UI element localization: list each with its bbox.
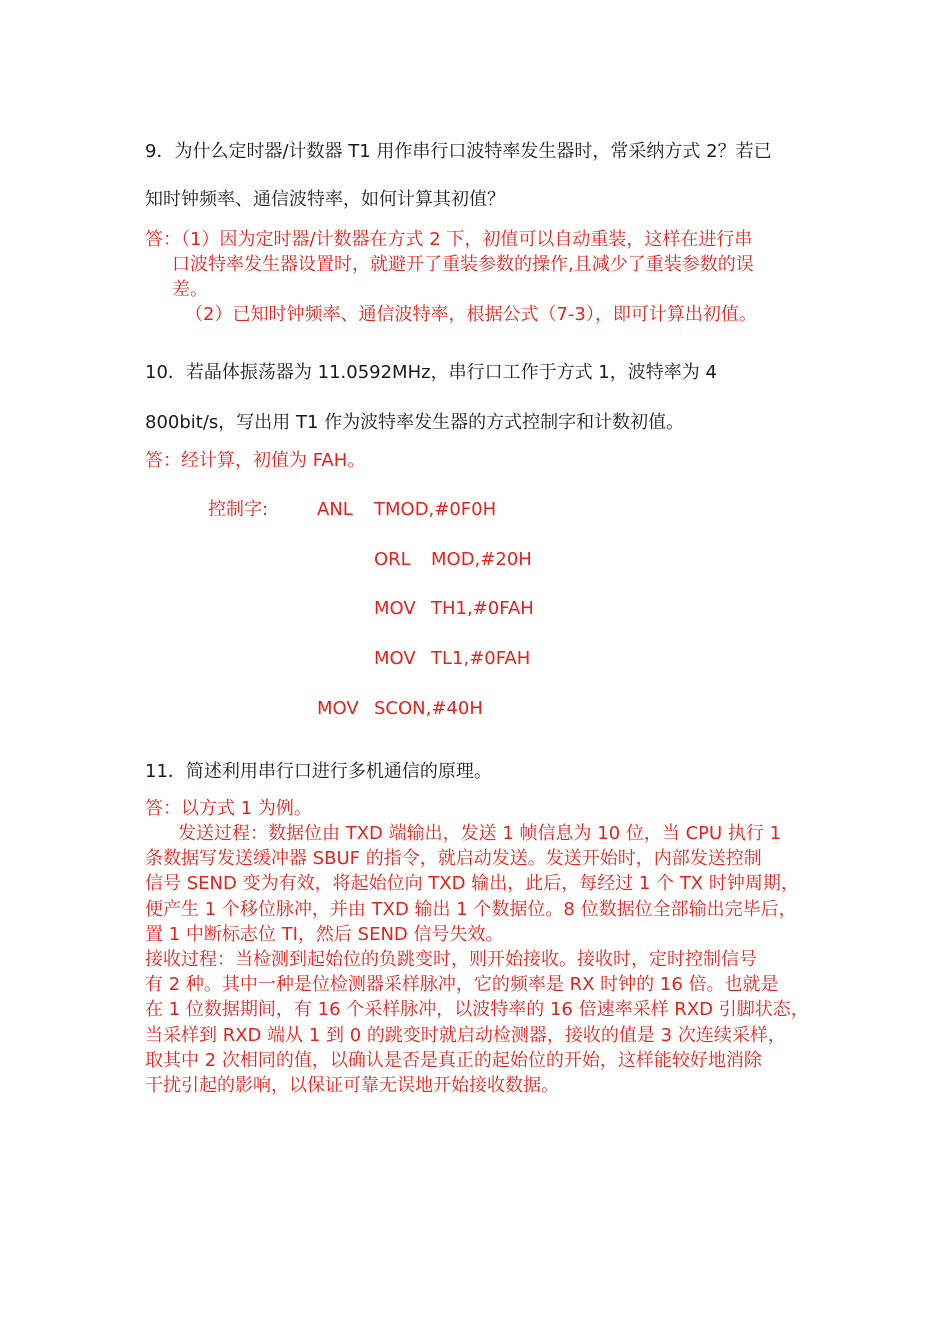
- answer-10-line-1: 答：经计算，初值为 FAH。: [145, 450, 366, 471]
- answer-11-line: 有 2 种。其中一种是位检测器采样脉冲，它的频率是 RX 时钟的 16 倍。也就是: [145, 974, 779, 995]
- code-arg: TMOD,#0F0H: [374, 499, 497, 520]
- answer-9-line-3: 差。: [172, 279, 208, 300]
- code-op: MOV: [317, 698, 359, 719]
- answer-11-line: 条数据写发送缓冲器 SBUF 的指令，就启动发送。发送开始时，内部发送控制: [145, 848, 762, 869]
- code-op: ORL: [374, 549, 411, 570]
- answer-11-line: 发送过程：数据位由 TXD 端输出，发送 1 帧信息为 10 位，当 CPU 执行 1: [178, 823, 782, 844]
- answer-11-line: 接收过程：当检测到起始位的负跳变时，则开始接收。接收时，定时控制信号: [145, 949, 757, 970]
- answer-11-line: 当采样到 RXD 端从 1 到 0 的跳变时就启动检测器，接收的值是 3 次连续采样，: [145, 1025, 786, 1046]
- question-9-line-2: 知时钟频率、通信波特率，如何计算其初值？: [145, 189, 505, 210]
- answer-11-line: 置 1 中断标志位 TI，然后 SEND 信号失效。: [145, 924, 504, 945]
- code-label: 控制字:: [208, 499, 269, 520]
- question-11-line-1: 11．简述利用串行口进行多机通信的原理。: [145, 761, 492, 782]
- answer-9-line-1: 答：（1）因为定时器/计数器在方式 2 下，初值可以自动重装，这样在进行串: [145, 229, 753, 250]
- answer-9-line-2: 口波特率发生器设置时，就避开了重装参数的操作,且减少了重装参数的误: [172, 254, 754, 275]
- question-10-line-1: 10．若晶体振荡器为 11.0592MHz，串行口工作于方式 1，波特率为 4: [145, 362, 717, 383]
- code-arg: MOD,#20H: [431, 549, 532, 570]
- code-arg: TH1,#0FAH: [431, 598, 534, 619]
- answer-11-line: 在 1 位数据期间，有 16 个采样脉冲，以波特率的 16 倍速率采样 RXD 引脚状态，: [145, 999, 809, 1020]
- code-op: ANL: [317, 499, 353, 520]
- answer-11-line: 取其中 2 次相同的值，以确认是否是真正的起始位的开始，这样能较好地消除: [145, 1050, 762, 1071]
- code-op: MOV: [374, 648, 416, 669]
- answer-11-line: 答：以方式 1 为例。: [145, 798, 312, 819]
- question-9-line-1: 9．为什么定时器/计数器 T1 用作串行口波特率发生器时，常采纳方式 2？若已: [145, 141, 772, 162]
- answer-11-line: 干扰引起的影响，以保证可靠无误地开始接收数据。: [145, 1075, 559, 1096]
- code-op: MOV: [374, 598, 416, 619]
- question-10-line-2: 800bit/s，写出用 T1 作为波特率发生器的方式控制字和计数初值。: [145, 412, 685, 433]
- code-arg: SCON,#40H: [374, 698, 483, 719]
- answer-11-line: 信号 SEND 变为有效，将起始位向 TXD 输出，此后，每经过 1 个 TX 时钟周期，: [145, 873, 799, 894]
- answer-9-line-4: （2）已知时钟频率、通信波特率，根据公式（7-3），即可计算出初值。: [185, 304, 757, 325]
- code-arg: TL1,#0FAH: [431, 648, 531, 669]
- answer-11-line: 便产生 1 个移位脉冲，并由 TXD 输出 1 个数据位。8 位数据位全部输出完毕后，: [145, 899, 797, 920]
